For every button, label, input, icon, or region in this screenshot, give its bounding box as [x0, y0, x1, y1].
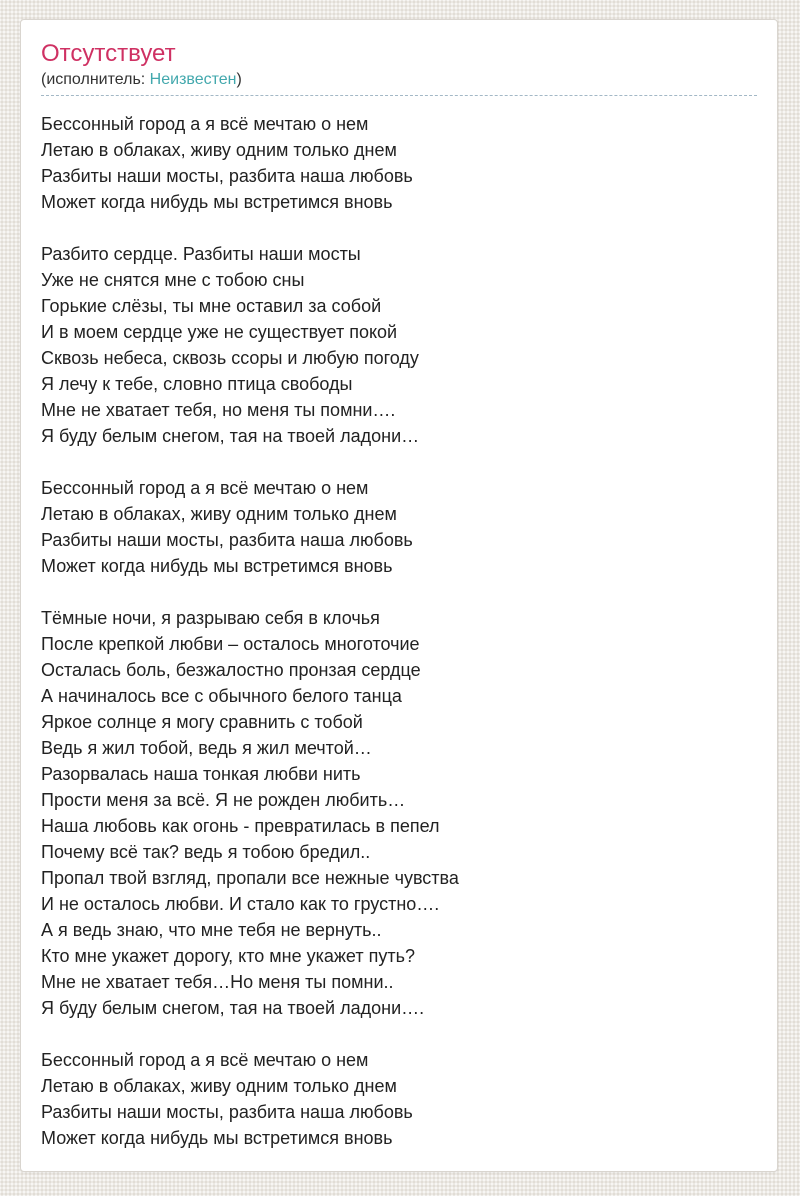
song-title: Отсутствует	[41, 40, 176, 67]
lyrics-line: Горькие слёзы, ты мне оставил за собой	[41, 296, 382, 316]
lyrics-line: Разбито сердце. Разбиты наши мосты	[41, 244, 361, 264]
artist-line	[41, 70, 757, 90]
lyrics-verse	[41, 241, 757, 449]
lyrics-line: Может когда нибудь мы встретимся вновь	[41, 556, 393, 576]
lyrics-line: А я ведь знаю, что мне тебя не вернуть..	[41, 920, 382, 940]
lyrics-verse	[41, 111, 757, 215]
lyrics-line: После крепкой любви – осталось многоточие	[41, 634, 420, 654]
lyrics-line: Разбиты наши мосты, разбита наша любовь	[41, 1102, 413, 1122]
lyrics-line: И в моем сердце уже не существует покой	[41, 322, 398, 342]
lyrics-line: Наша любовь как огонь - превратилась в пепел	[41, 816, 440, 836]
lyrics-line: Летаю в облаках, живу одним только днем	[41, 1076, 397, 1096]
lyrics-line: Я лечу к тебе, словно птица свободы	[41, 374, 353, 394]
lyrics-line: Я буду белым снегом, тая на твоей ладони….	[41, 998, 425, 1018]
lyrics-line: Я буду белым снегом, тая на твоей ладони…	[41, 426, 420, 446]
lyrics-line: Разорвалась наша тонкая любви нить	[41, 764, 361, 784]
artist-link[interactable]: Неизвестен	[149, 71, 237, 88]
lyrics-line: Может когда нибудь мы встретимся вновь	[41, 192, 393, 212]
lyrics-verse	[41, 475, 757, 579]
lyrics-verse	[41, 1047, 757, 1151]
lyrics-line: Кто мне укажет дорогу, кто мне укажет путь?	[41, 946, 415, 966]
lyrics	[41, 111, 757, 1151]
artist-label-prefix: (исполнитель:	[41, 71, 150, 88]
lyrics-line: Бессонный город а я всё мечтаю о нем	[41, 478, 369, 498]
lyrics-line: Летаю в облаках, живу одним только днем	[41, 504, 397, 524]
lyrics-line: Может когда нибудь мы встретимся вновь	[41, 1128, 393, 1148]
lyrics-line: Мне не хватает тебя, но меня ты помни….	[41, 400, 396, 420]
lyrics-line: Уже не снятся мне с тобою сны	[41, 270, 305, 290]
lyrics-card	[20, 19, 778, 1172]
lyrics-line: Летаю в облаках, живу одним только днем	[41, 140, 397, 160]
header-divider	[41, 95, 757, 96]
lyrics-line: И не осталось любви. И стало как то грустно….	[41, 894, 440, 914]
lyrics-line: Яркое солнце я могу сравнить с тобой	[41, 712, 363, 732]
lyrics-line: А начиналось все с обычного белого танца	[41, 686, 402, 706]
lyrics-line: Пропал твой взгляд, пропали все нежные чувства	[41, 868, 459, 888]
artist-label-suffix: )	[236, 71, 242, 88]
lyrics-line: Разбиты наши мосты, разбита наша любовь	[41, 166, 413, 186]
lyrics-line: Бессонный город а я всё мечтаю о нем	[41, 114, 369, 134]
lyrics-line: Осталась боль, безжалостно пронзая сердце	[41, 660, 421, 680]
lyrics-verse	[41, 605, 757, 1021]
lyrics-line: Тёмные ночи, я разрываю себя в клочья	[41, 608, 380, 628]
lyrics-line: Прости меня за всё. Я не рожден любить…	[41, 790, 406, 810]
lyrics-line: Ведь я жил тобой, ведь я жил мечтой…	[41, 738, 372, 758]
lyrics-line: Бессонный город а я всё мечтаю о нем	[41, 1050, 369, 1070]
lyrics-line: Разбиты наши мосты, разбита наша любовь	[41, 530, 413, 550]
lyrics-line: Почему всё так? ведь я тобою бредил..	[41, 842, 371, 862]
lyrics-line: Сквозь небеса, сквозь ссоры и любую погоду	[41, 348, 419, 368]
lyrics-line: Мне не хватает тебя…Но меня ты помни..	[41, 972, 394, 992]
